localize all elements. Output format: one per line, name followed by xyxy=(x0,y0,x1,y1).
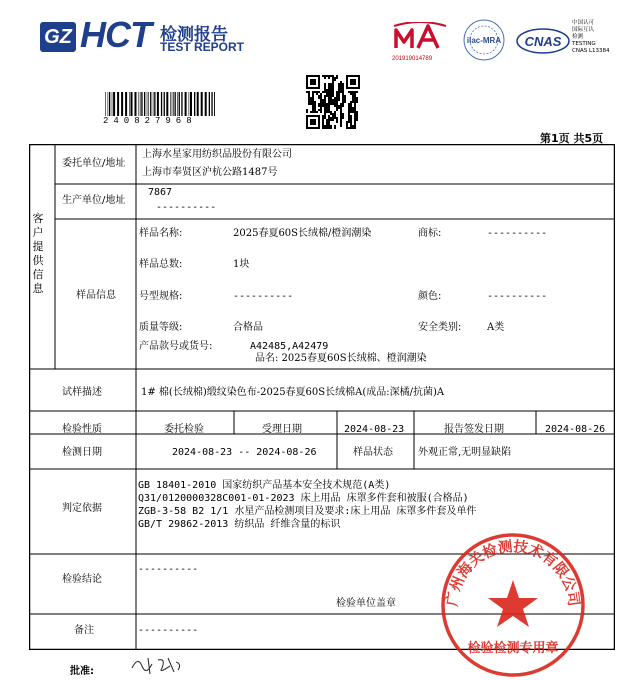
basis-line: GB/T 29862-2013 纺织品 纤维含量的标识 xyxy=(138,519,341,530)
page-number: 第1页 共5页 xyxy=(540,132,604,145)
color-value: ---------- xyxy=(487,291,548,302)
cnas-line: CNAS L13384 xyxy=(572,48,610,54)
received-date-value: 2024-08-23 xyxy=(344,424,405,435)
sample-info-label: 样品信息 xyxy=(76,290,116,301)
model-value: ---------- xyxy=(233,291,294,302)
basis-line: Q31/0120000328C001-01-2023 床上用品 床罩多件套和被服(合格品) xyxy=(138,493,469,504)
svg-text:ilac-MRA: ilac-MRA xyxy=(466,36,502,45)
company-logo-mark: GZ xyxy=(40,22,76,52)
test-date-value: 2024-08-23 -- 2024-08-26 xyxy=(172,447,317,458)
seal-caption: 检验单位盖章 xyxy=(336,598,396,609)
client-info-side-label: 客户提供信息 xyxy=(32,212,44,295)
sample-state-value: 外观正常,无明显缺陷 xyxy=(418,447,512,458)
inspection-nature-value: 委托检验 xyxy=(164,424,204,435)
issue-date-value: 2024-08-26 xyxy=(545,424,606,435)
signature-icon xyxy=(128,654,188,676)
stamp-bottom-text: 检验检测专用章 xyxy=(467,641,559,656)
cnas-line: 国际互认 xyxy=(572,27,595,33)
ilac-mra-logo-icon xyxy=(462,18,506,62)
grade-label: 质量等级: xyxy=(139,322,183,333)
approve-label: 批准: xyxy=(70,666,94,677)
color-label: 颜色: xyxy=(418,291,442,302)
test-date-label: 检测日期 xyxy=(62,447,102,458)
client-name: 上海水星家用纺织品股份有限公司 xyxy=(142,149,292,160)
specimen-value: 1# 棉(长绒棉)缎纹染色布-2025春夏60S长绒棉A(成品:深橘/抗菌)A xyxy=(141,387,445,398)
sample-count-value: 1块 xyxy=(233,259,250,270)
remark-label: 备注 xyxy=(74,625,94,636)
safety-value: A类 xyxy=(487,322,505,333)
company-logo-text: HCT xyxy=(80,14,151,55)
cnas-line: 中国认可 xyxy=(572,20,595,26)
inspection-nature-label: 检验性质 xyxy=(62,424,102,435)
cnas-caption xyxy=(572,20,610,55)
producer-value: 7867 xyxy=(148,187,173,198)
conclusion-value: ---------- xyxy=(138,564,199,575)
cma-number: 201919014789 xyxy=(392,56,433,62)
safety-label: 安全类别: xyxy=(418,322,462,333)
client-address: 上海市奉贤区沪杭公路1487号 xyxy=(142,167,278,178)
product-code-label: 产品款号或货号: xyxy=(139,341,213,352)
qr-code-icon xyxy=(306,75,360,129)
basis-line: GB 18401-2010 国家纺织产品基本安全技术规范(A类) xyxy=(138,480,391,491)
report-title-cn: 检测报告 xyxy=(160,25,228,45)
svg-text:CNAS: CNAS xyxy=(524,34,562,49)
barcode-icon xyxy=(105,92,215,116)
client-label: 委托单位/地址 xyxy=(62,158,126,169)
product-code-value: A42485,A42479 xyxy=(250,341,329,352)
sample-name-value: 2025春夏60S长绒棉/橙润潮染 xyxy=(233,228,372,239)
sample-name-label: 样品名称: xyxy=(139,228,183,239)
grade-value: 合格品 xyxy=(233,322,263,333)
cma-logo-icon xyxy=(392,22,448,52)
specimen-label: 试样描述 xyxy=(62,387,102,398)
official-stamp-icon xyxy=(438,530,588,680)
barcode-number: 240827968 xyxy=(103,116,197,126)
model-label: 号型规格: xyxy=(139,291,183,302)
product-name: 品名: 2025春夏60S长绒棉、橙润潮染 xyxy=(255,353,427,364)
cnas-line: TESTING xyxy=(572,41,596,47)
cnas-logo-icon xyxy=(516,28,570,54)
producer-dashes: ---------- xyxy=(156,202,217,213)
stamp-ring-text: 广州海关检测技术有限公司 xyxy=(444,539,582,608)
basis-label: 判定依据 xyxy=(62,503,102,514)
brand-value: ---------- xyxy=(487,228,548,239)
basis-line: ZGB-3-58 B2 1/1 水星产品检测项目及要求:床上用品 床罩多件套及单件 xyxy=(138,506,477,517)
issue-date-label: 报告签发日期 xyxy=(444,424,504,435)
producer-label: 生产单位/地址 xyxy=(62,195,126,206)
report-title-en: TEST REPORT xyxy=(160,40,245,54)
cnas-line: 检测 xyxy=(572,34,584,40)
sample-count-label: 样品总数: xyxy=(139,259,183,270)
brand-label: 商标: xyxy=(418,228,442,239)
conclusion-label: 检验结论 xyxy=(62,574,102,585)
received-date-label: 受理日期 xyxy=(262,424,302,435)
remark-value: ---------- xyxy=(138,625,199,636)
sample-state-label: 样品状态 xyxy=(353,447,393,458)
